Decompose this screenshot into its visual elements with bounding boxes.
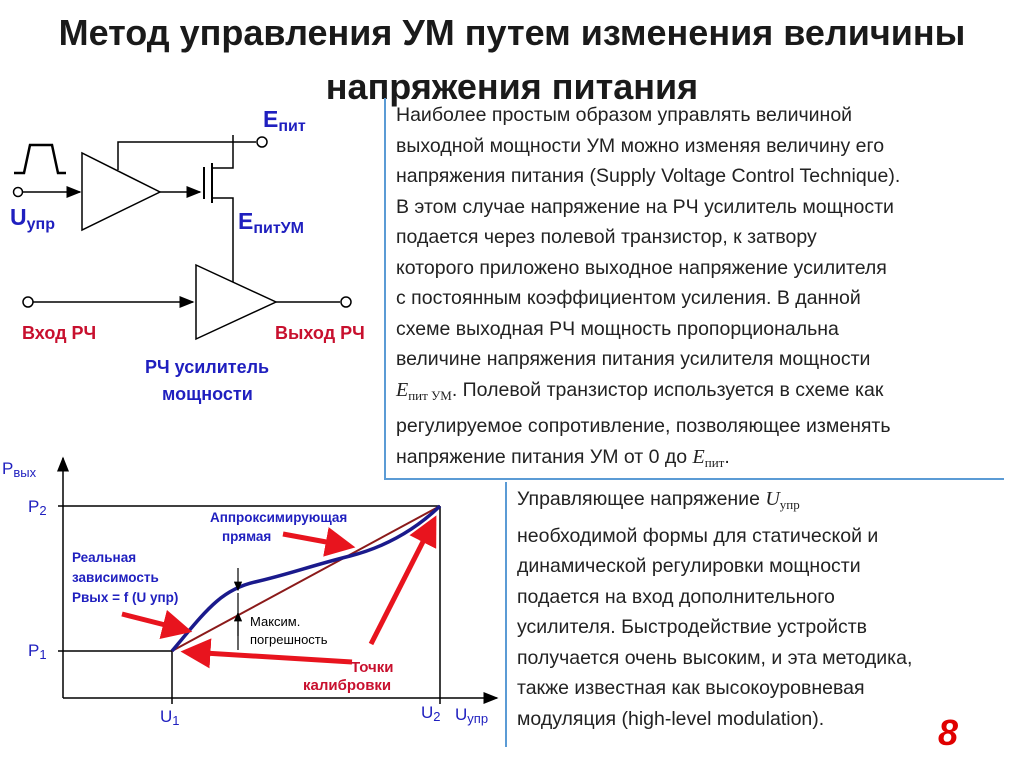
rf-input-terminal (23, 297, 33, 307)
text-line: динамической регулировки мощности (517, 555, 861, 577)
approx-label-line-2: прямая (222, 529, 272, 544)
pa-caption-line-2: мощности (162, 384, 253, 404)
pa-caption-line-1: РЧ усилитель (145, 357, 270, 377)
calibration-label-line-1: Точки (351, 659, 394, 676)
supply-terminal (257, 137, 267, 147)
control-pulse-icon (14, 145, 66, 173)
max-error-label-line-1: Максим. (250, 614, 301, 629)
text-line: подается через полевой транзистор, к затвору (396, 226, 817, 248)
p2-label: P2 (28, 497, 47, 518)
approx-pointer-arrow (283, 534, 348, 546)
title-line-2: напряжения питания (325, 66, 699, 107)
text-line: Наиболее простым образом управлять величиной (396, 104, 853, 126)
text-line: подается на вход дополнительного (517, 585, 835, 608)
text-line: регулируемое сопротивление, позволяющее изменять (396, 415, 891, 437)
approx-label-line-1: Аппроксимирующая (210, 510, 348, 525)
control-input-terminal (14, 188, 23, 197)
calibration-label-line-2: калибровки (303, 677, 392, 694)
max-error-label-line-2: погрешность (250, 632, 328, 647)
calibration-arrow-2 (371, 522, 433, 644)
u2-label: U2 (421, 703, 441, 724)
text-line: необходимой формы для статической и (517, 524, 879, 547)
p1-label: P1 (28, 641, 47, 662)
text-line: также известная как высокоуровневая (517, 677, 865, 699)
power-control-graph (0, 450, 510, 750)
text-line: выходной мощности УМ можно изменяя величину его (396, 134, 885, 157)
text-line: получается очень высоким, и эта методика, (517, 646, 913, 669)
x-axis-label: Uупр (455, 705, 489, 726)
real-label-line-2: зависимость (72, 570, 159, 585)
text-line: схеме выходная РЧ мощность пропорциональна (396, 317, 839, 340)
description-box-1 (384, 98, 1004, 480)
control-amplifier (82, 153, 160, 230)
pa-supply-label: EпитУМ (238, 208, 304, 237)
fet-drain (212, 135, 233, 168)
circuit-diagram (0, 95, 390, 425)
text-line: напряжение питания УМ от 0 до $E_{пит}$. (396, 445, 730, 470)
feedback-wire (118, 142, 233, 170)
text-line: которого приложено выходное напряжение усилителя (396, 256, 887, 279)
text-line: Управляющее напряжение $U_{упр}$ (517, 488, 800, 512)
control-voltage-label: Uупр (10, 204, 55, 233)
text-line: напряжения питания (Supply Voltage Control Technique). (396, 165, 901, 187)
rf-output-terminal (341, 297, 351, 307)
formula-u-upr: $U_{упр}$ (765, 488, 800, 512)
text-line: $E_{пит УМ}$. Полевой транзистор используется в схеме как (396, 378, 884, 403)
real-label-line-1: Реальная (72, 550, 137, 565)
u1-label: U1 (160, 707, 180, 728)
text-line: с постоянным коэффициентом усиления. В данной (396, 287, 861, 309)
title-line-1: Метод управления УМ путем изменения величины (58, 12, 966, 53)
supply-label: Eпит (263, 106, 306, 135)
text-line: В этом случае напряжение на РЧ усилитель мощности (396, 195, 894, 218)
text-line: величине напряжения питания усилителя мощности (396, 348, 871, 370)
formula-e-pit-um: $E_{пит УМ}$ (396, 378, 452, 403)
rf-output-label: Выход РЧ (275, 323, 365, 343)
real-label-line-3: Pвых = f (U упр) (72, 590, 179, 605)
text-line: усилителя. Быстродействие устройств (517, 616, 868, 638)
power-amplifier (196, 265, 276, 339)
approximation-line (172, 506, 440, 651)
description-box-2 (505, 482, 955, 747)
text-line: модуляция (high-level modulation). (517, 707, 825, 730)
page-number: 8 (938, 712, 959, 753)
rf-input-label: Вход РЧ (22, 323, 97, 343)
fet-source (212, 198, 233, 267)
formula-e-pit: $E_{пит}$ (692, 445, 725, 470)
calibration-arrow-1 (188, 652, 352, 662)
y-axis-label: Pвых (2, 459, 37, 480)
real-curve-pointer-arrow (122, 614, 185, 630)
